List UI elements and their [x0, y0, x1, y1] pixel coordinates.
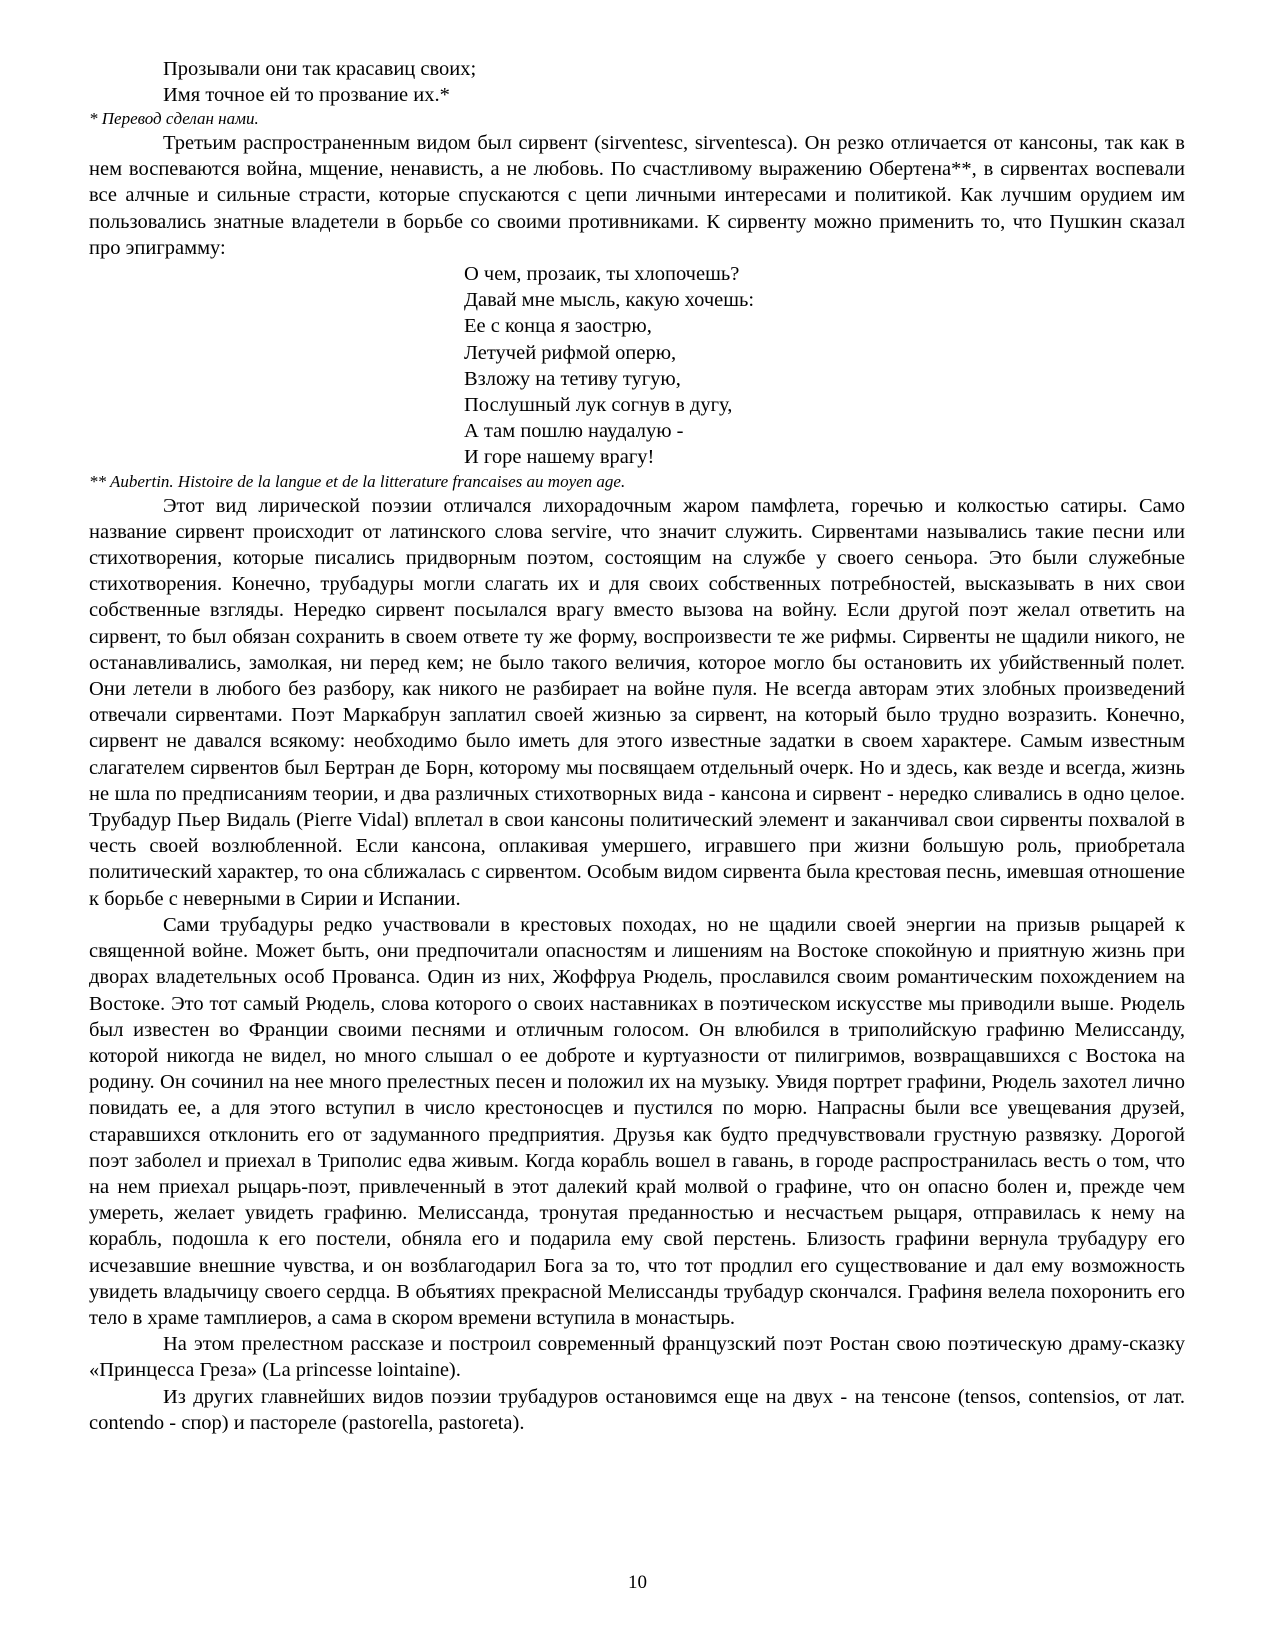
verse-line: Взложу на тетиву тугую,: [464, 367, 681, 390]
footnote-translation: * Перевод сделан нами.: [89, 109, 259, 128]
page-body: [89, 56, 1185, 1436]
verse-line: А там пошлю наудалую -: [464, 420, 684, 443]
verse-line: Летучей рифмой оперю,: [464, 341, 677, 364]
paragraph-sirvent-intro: Третьим распространенным видом был сирвент (sirventesc, sirventesca). Он резко отличается от кансоны, так как в нем воспеваются война, мщение, ненависть, а не любовь. По счастливому выражению Обертена**, в сирвентах воспевали все алчные и сильные страсти, которые спускаются с цепи личными интересами и политикой. Как лучшим орудием им пользовались знатные владетели в борьбе со своими противниками. К сирвенту можно применить то, что Пушкин сказал про эпиграмму:: [89, 132, 1185, 259]
verse-line: Ее с конца я заострю,: [464, 315, 652, 338]
verse-line: Имя точное ей то прозвание их.*: [163, 84, 450, 106]
paragraph-tenson-pastorella: Из других главнейших видов поэзии трубадуров остановимся еще на двух - на тенсоне (tensos, contensios, от лат. contendo - спор) и пастореле (pastorella, pastoreta).: [89, 1385, 1185, 1434]
footnote-aubertin: ** Aubertin. Histoire de la langue et de la litterature francaises au moyen age.: [89, 471, 626, 491]
paragraph-rostand: На этом прелестном рассказе и построил современный французский поэт Ростан свою поэтическую драму-сказку «Принцесса Греза» (La princesse lointaine).: [89, 1333, 1185, 1382]
verse-line: Послушный лук согнув в дугу,: [464, 394, 733, 417]
paragraph-sirvent-description: Этот вид лирической поэзии отличался лихорадочным жаром памфлета, горечью и колкостью сатиры. Само название сирвент происходит от латинского слова servire, что значит служить. Сирвентами назывались такие песни или стихотворения, которые писались придворным поэтом, состоящим на службе у своего сеньора. Это были служебные стихотворения. Конечно, трубадуры могли слагать их и для своих собственных потребностей, высказывать в них свои собственные взгляды. Нередко сирвент посылался врагу вместо вызова на войну. Если другой поэт желал ответить на сирвент, то был обязан сохранить в своем ответе ту же форму, воспроизвести те же рифмы. Сирвенты не щадили никого, не останавливались, замолкая, ни перед кем; не было такого величия, которое могло бы остановить их убийственный полет. Они летели в любого без разбору, как никого не разбирает на войне пуля. Не всегда авторам этих злобных произведений отвечали сирвентами. Поэт Маркабрун заплатил своей жизнью за сирвент, на который было трудно возразить. Конечно, сирвент не давался всякому: необходимо было иметь для этого известные задатки в своем характере. Самым известным слагателем сирвентов был Бертран де Борн, которому мы посвящаем отдельный очерк. Но и здесь, как везде и всегда, жизнь не шла по предписаниям теории, и два различных стихотворных вида - кансона и сирвент - нередко сливались в одно целое. Трубадур Пьер Видаль (Pierre Vidal) вплетал в свои кансоны политический элемент и заканчивал свои сирвенты похвалой в честь своей возлюбленной. Если кансона, оплакивая умершего, игравшего при жизни большую роль, приобретала политический характер, то она сближалась с сирвентом. Особым видом сирвента была крестовая песнь, имевшая отношение к борьбе с неверными в Сирии и Испании.: [89, 494, 1185, 910]
page-number: 10: [628, 1572, 647, 1593]
verse-line: И горе нашему врагу!: [464, 446, 655, 469]
epigram-verse: [89, 261, 1185, 471]
verse-line: Давай мне мысль, какую хочешь:: [464, 289, 755, 312]
paragraph-rudel-story: Сами трубадуры редко участвовали в крестовых походах, но не щадили своей энергии на призыв рыцарей к священной войне. Может быть, они предпочитали опасностям и лишениям на Востоке спокойную и приятную жизнь при дворах владетельных особ Прованса. Один из них, Жоффруа Рюдель, прославился своим романтическим похождением на Востоке. Это тот самый Рюдель, слова которого о своих наставниках в поэтическом искусстве мы приводили выше. Рюдель был известен во Франции своими песнями и отличным голосом. Он влюбился в триполийскую графиню Мелиссанду, которой никогда не видел, но много слышал о ее доброте и куртуазности от пилигримов, возвращавшихся с Востока на родину. Он сочинил на нее много прелестных песен и положил их на музыку. Увидя портрет графини, Рюдель захотел лично повидать ее, а для этого вступил в число крестоносцев и пустился по морю. Напрасны были все увещевания друзей, старавшихся отклонить его от задуманного предприятия. Друзья как будто предчувствовали грустную развязку. Дорогой поэт заболел и приехал в Триполис едва живым. Когда корабль вошел в гавань, в городе распространилась весть о том, что на нем приехал рыцарь-поэт, привлеченный в этот далекий край молвой о графине, что он опасно болен и, прежде чем умереть, желает увидеть графиню. Мелиссанда, тронутая преданностью и несчастьем рыцаря, отправилась к нему на корабль, подошла к его постели, обняла его и подарила ему свой перстень. Близость графини вернула трубадуру его исчезавшие внешние чувства, и он возблагодарил Бога за то, что тот продлил его существование и дал ему возможность увидеть владычицу своего сердца. В объятиях прекрасной Мелиссанды трубадур скончался. Графиня велела похоронить его тело в храме тамплиеров, а сама в скором времени вступила в монастырь.: [89, 913, 1185, 1329]
verse-line: Прозывали они так красавиц своих;: [163, 58, 477, 80]
verse-line: О чем, прозаик, ты хлопочешь?: [464, 263, 740, 286]
